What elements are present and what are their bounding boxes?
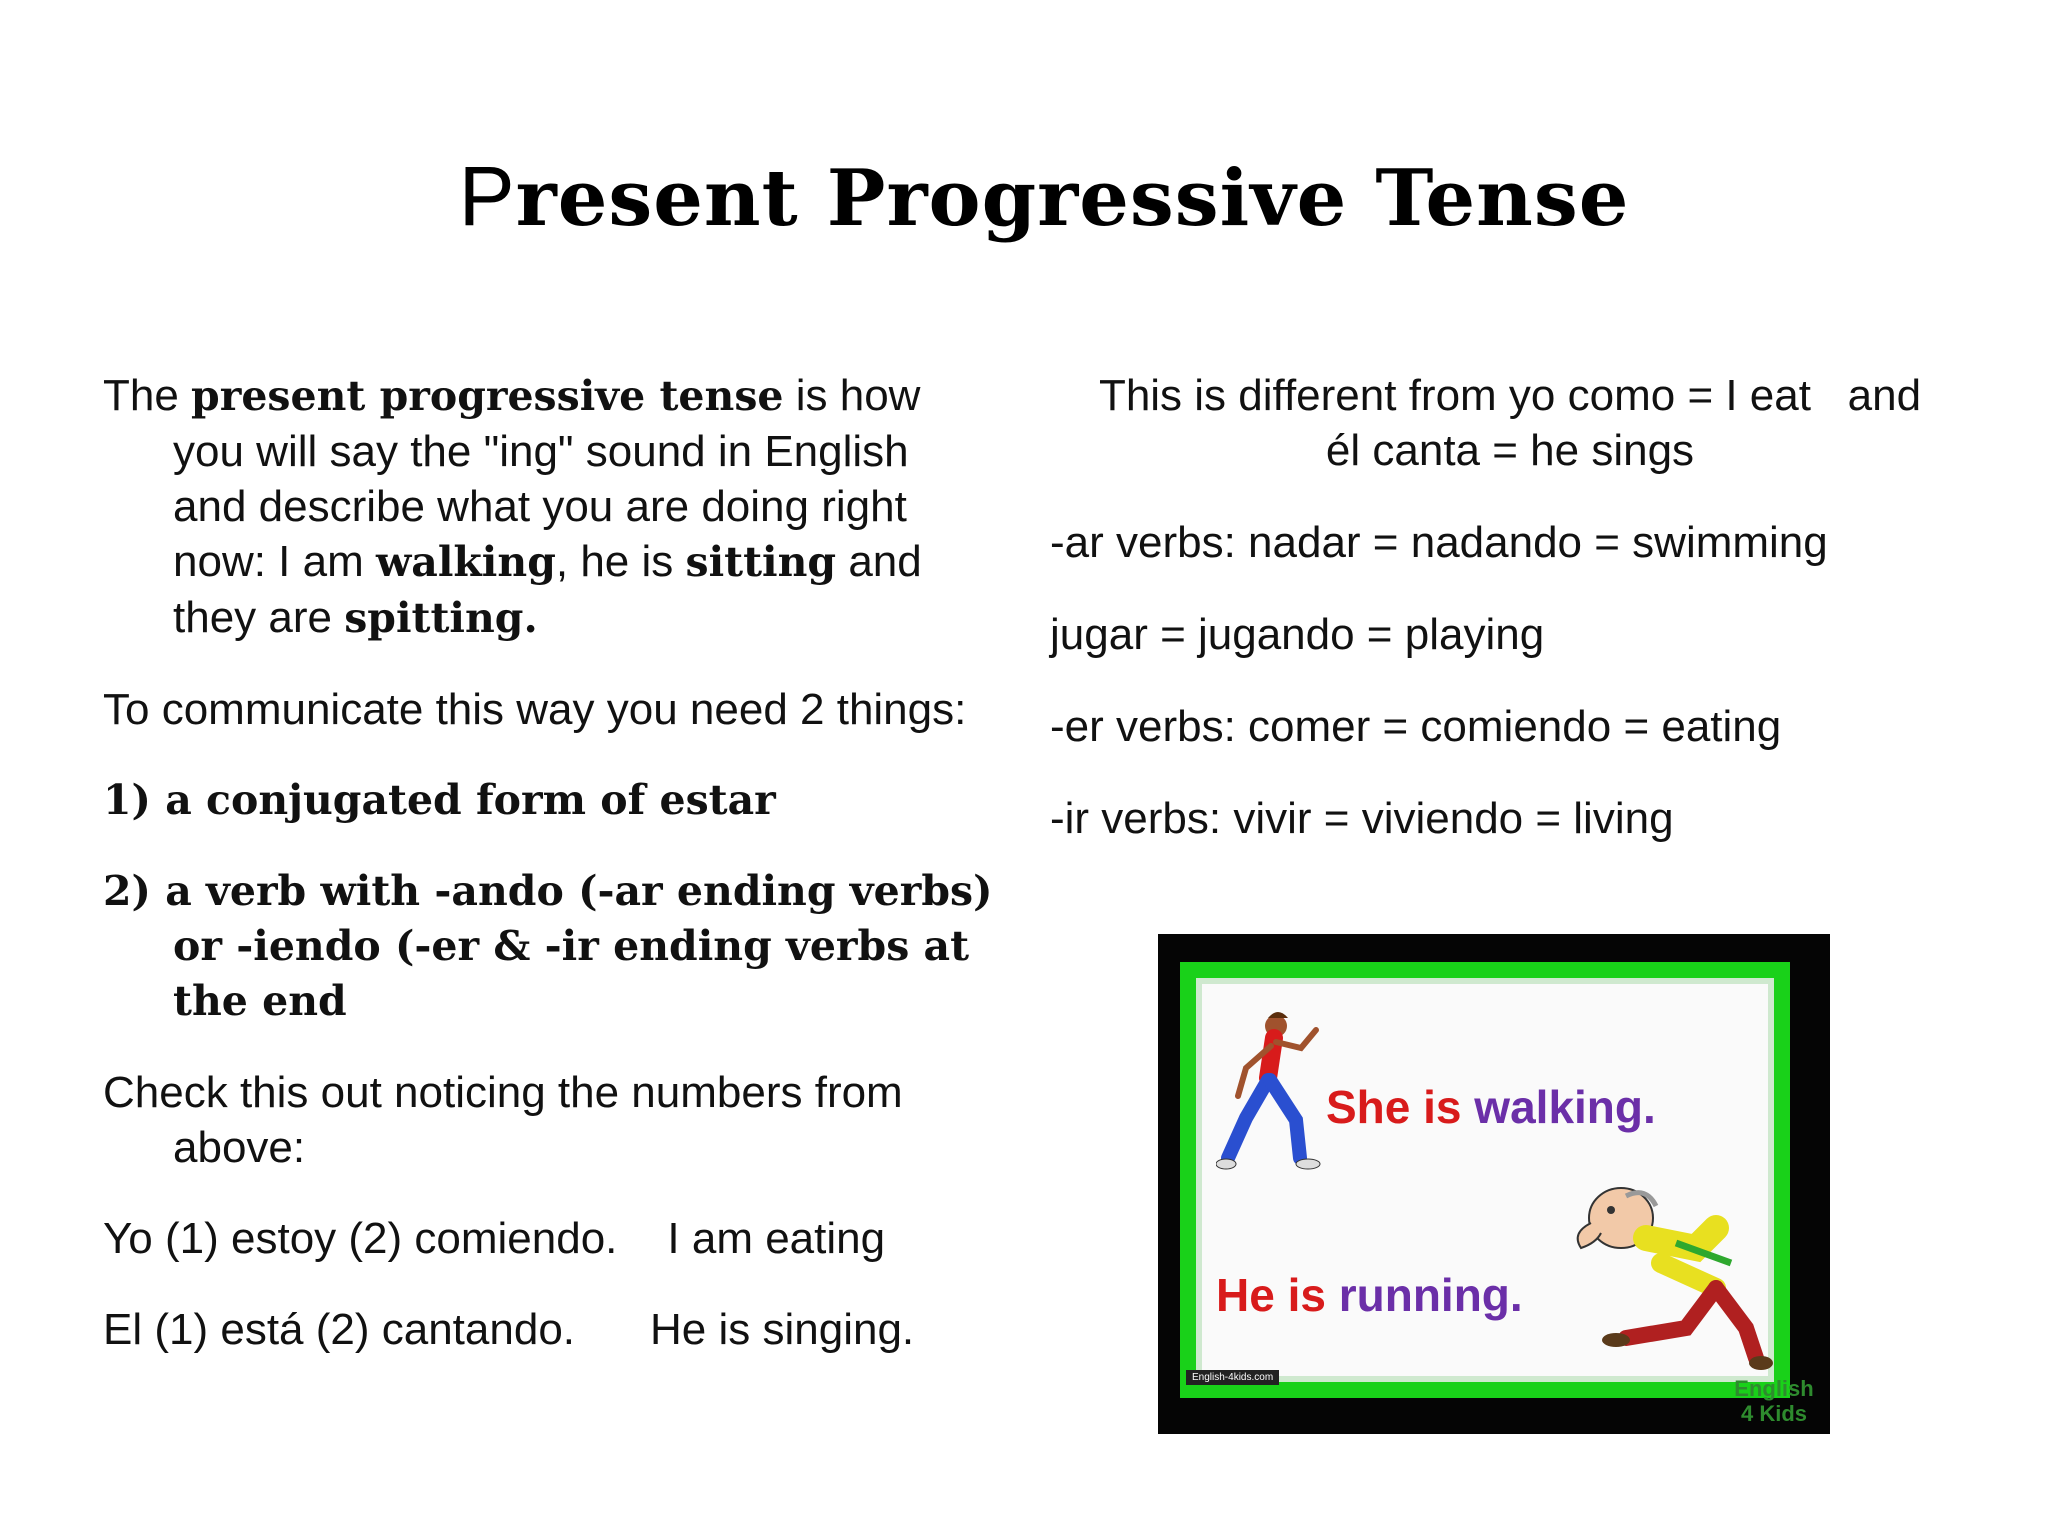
jugar-line: jugar = jugando = playing [1050, 610, 1545, 659]
title-first-letter: P [458, 149, 516, 243]
caption-she-is-walking [1326, 1080, 1656, 1134]
illustration-image [1158, 934, 1830, 1434]
requirement-2: 2) a verb with -ando (-ar ending verbs) or -iendo (-er & -ir ending verbs at the end [103, 867, 993, 1025]
example-sentence-2 [103, 1302, 993, 1357]
illustration-frame [1180, 962, 1790, 1398]
ir-verbs-line: -ir verbs: vivir = viviendo = living [1050, 794, 1674, 843]
example-walking: walking [375, 538, 556, 586]
caption-he-is-running [1216, 1268, 1523, 1322]
contrast-line-2: él canta = he sings [1325, 426, 1695, 475]
right-column [1050, 368, 1970, 883]
title-rest: resent Progressive Tense [515, 153, 1630, 244]
running-man-figure [1566, 1168, 1776, 1378]
english-4-kids-logo [1726, 1376, 1822, 1428]
example-1-spanish: Yo (1) estoy (2) comiendo. [103, 1214, 618, 1263]
slide-title [0, 148, 2048, 245]
contrast-line-1: This is different from yo como = I eat and [1098, 371, 1922, 420]
ar-verbs-line: -ar verbs: nadar = nadando = swimming [1050, 518, 1828, 567]
requirement-1: 1) a conjugated form of estar [103, 776, 776, 824]
caption-run-verb: running. [1338, 1269, 1523, 1321]
definition-text-e: , he is [555, 537, 686, 586]
definition-paragraph [103, 368, 993, 646]
example-spitting: spitting. [344, 594, 538, 642]
definition-text-g: and they are [173, 537, 922, 642]
contrast-paragraph [1050, 368, 1970, 478]
left-column [103, 368, 993, 1393]
example-sentence-1 [103, 1211, 993, 1266]
caption-walk-verb: walking. [1474, 1081, 1656, 1133]
logo-line-1: English [1734, 1376, 1814, 1401]
requirements-paragraph: To communicate this way you need 2 things: [103, 685, 967, 734]
example-2-english: He is singing. [650, 1305, 915, 1354]
example-1-english: I am eating [667, 1214, 886, 1263]
site-credit: English-4kids.com [1186, 1370, 1279, 1385]
logo-line-2: 4 Kids [1740, 1401, 1808, 1426]
definition-text-c: is how you will say the "ing" sound in English and describe what you are doing right now: I am [173, 371, 921, 586]
example-sitting: sitting [685, 538, 837, 586]
check-paragraph: Check this out noticing the numbers from above: [103, 1068, 903, 1172]
definition-text-a: The [103, 371, 192, 420]
example-2-spanish: El (1) está (2) cantando. [103, 1305, 576, 1354]
term-present-progressive: present progressive tense [191, 372, 784, 420]
caption-walk-subject: She is [1326, 1081, 1475, 1133]
er-verbs-line: -er verbs: comer = comiendo = eating [1050, 702, 1782, 751]
caption-run-subject: He is [1216, 1269, 1339, 1321]
